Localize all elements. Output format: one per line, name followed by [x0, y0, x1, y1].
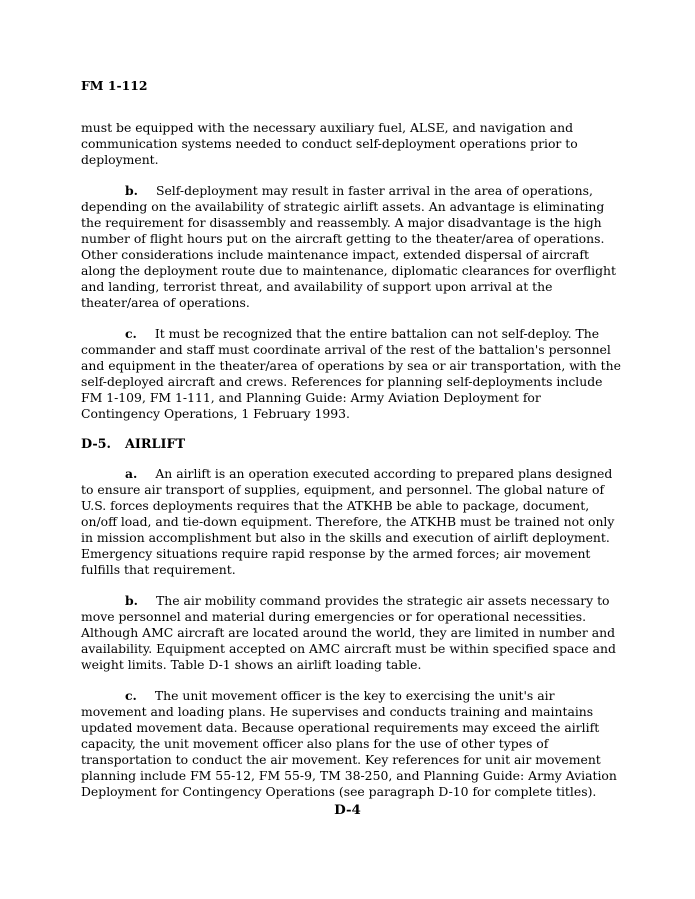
paragraph-b-self-deployment — [81, 183, 623, 311]
paragraph-letter: c. — [125, 688, 137, 703]
paragraph-a-airlift — [81, 466, 623, 578]
paragraph-text: The unit movement officer is the key to exercising the unit's air movement and loading plans. He supervises and conducts training and maintains updated movement data. Because operational requirements may exceed the airlift capacity, the unit movement officer also plans for the use of other types of transportation to conduct the air movement. Key references for unit air movement planning include FM 55-12, FM 55-9, TM 38-250, and Planning Guide: Army Aviation Deployment for Contingency Operations (see paragraph D-10 for complete titles). — [81, 688, 617, 799]
section-title: AIRLIFT — [125, 437, 186, 452]
paragraph-b-airlift — [81, 593, 623, 673]
section-heading-airlift — [81, 437, 623, 453]
paragraph-c-self-deployment — [81, 326, 623, 422]
document-header: FM 1-112 — [81, 78, 148, 93]
paragraph-text: The air mobility command provides the strategic air assets necessary to move personnel and material during emergencies or for operational necessities. Although AMC aircraft are located around the world, they are limited in number and availability. Equipment accepted on AMC aircraft must be within specified space and weight limits. Table D-1 shows an airlift loading table. — [81, 593, 616, 672]
paragraph-text: An airlift is an operation executed according to prepared plans designed to ensure air transport of supplies, equipment, and personnel. The global nature of U.S. forces deployments requires that the ATKHB be able to package, document, on/off load, and tie-down equipment. Therefore, the ATKHB must be trained not only in mission accomplishment but also in the skills and execution of airlift deployment. Emergency situations require rapid response by the armed forces; air movement fulfills that requirement. — [81, 466, 615, 577]
paragraph-letter: a. — [125, 466, 138, 481]
paragraph-letter: c. — [125, 326, 137, 341]
page-body — [81, 120, 623, 815]
paragraph-c-airlift — [81, 688, 623, 800]
page-number: D-4 — [334, 802, 361, 818]
paragraph-text: Self-deployment may result in faster arrival in the area of operations, depending on the availability of strategic airlift assets. An advantage is eliminating the requirement for disassembly and reassembly. A major disadvantage is the high number of flight hours put on the aircraft getting to the theater/area of operations. Other considerations include maintenance impact, extended dispersal of aircraft along the deployment route due to maintenance, diplomatic clearances for overflight and landing, terrorist threat, and availability of support upon arrival at the theater/area of operations. — [81, 183, 616, 310]
paragraph-letter: b. — [125, 183, 138, 198]
continuation-paragraph: must be equipped with the necessary auxiliary fuel, ALSE, and navigation and communication systems needed to conduct self-deployment operations prior to deployment. — [81, 120, 578, 167]
paragraph-letter: b. — [125, 593, 138, 608]
section-number: D-5. — [81, 437, 112, 452]
paragraph-text: It must be recognized that the entire battalion can not self-deploy. The commander and staff must coordinate arrival of the rest of the battalion's personnel and equipment in the theater/area of operations by sea or air transportation, with the self-deployed aircraft and crews. References for planning self-deployments include FM 1-109, FM 1-111, and Planning Guide: Army Aviation Deployment for Contingency Operations, 1 February 1993. — [81, 326, 621, 421]
